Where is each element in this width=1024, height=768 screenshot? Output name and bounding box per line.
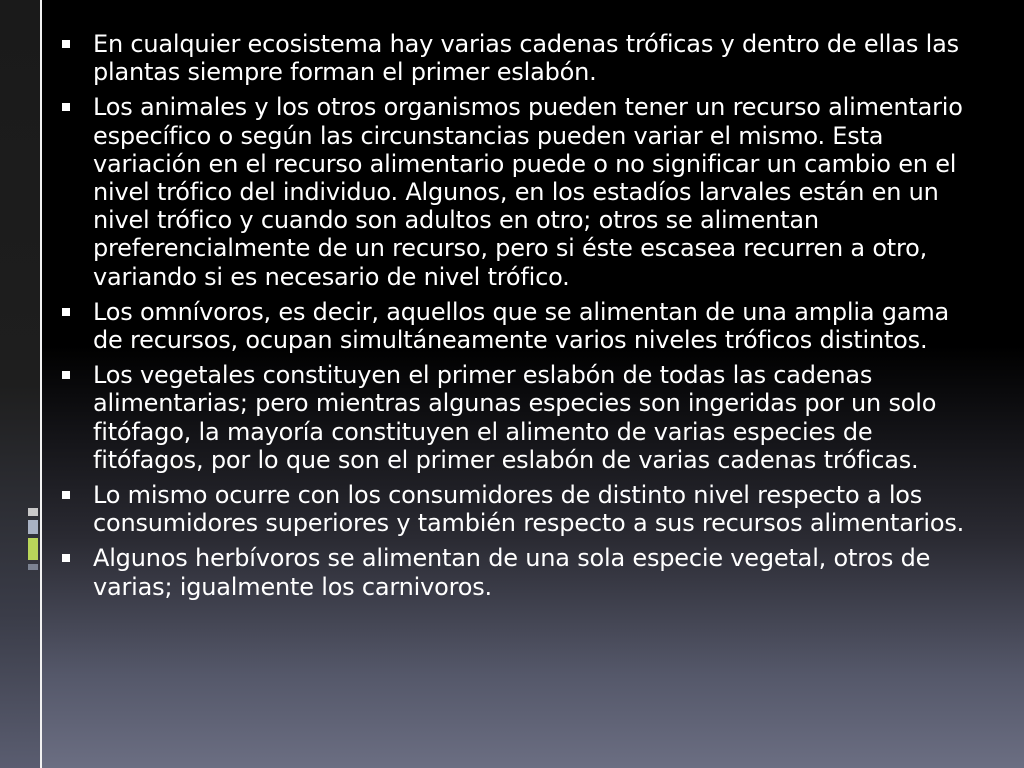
square-bullet-icon (62, 554, 70, 562)
square-bullet-icon (62, 371, 70, 379)
bullet-item (62, 298, 967, 354)
bullet-list (62, 30, 967, 608)
square-bullet-icon (62, 103, 70, 111)
square-bullet-icon (62, 308, 70, 316)
bullet-text: Lo mismo ocurre con los consumidores de distinto nivel respecto a los consumidores superiores y también respecto a sus recursos alimentarios. (93, 481, 965, 538)
bullet-item (62, 361, 967, 474)
left-sidebar-panel (0, 0, 40, 768)
bullet-text: Los vegetales constituyen el primer eslabón de todas las cadenas alimentarias; pero mientras algunas especies son ingeridas por un solo fitófago, la mayoría constituyen el alimento de varias especies de fitófagos, por lo que son el primer eslabón de varias cadenas tróficas. (93, 361, 937, 474)
decorative-bar-gray (28, 508, 38, 516)
bullet-text: En cualquier ecosistema hay varias cadenas tróficas y dentro de ellas las plantas siempre forman el primer eslabón. (93, 30, 959, 87)
sidebar-divider-line (40, 0, 42, 768)
square-bullet-icon (62, 491, 70, 499)
bullet-text: Los omnívoros, es decir, aquellos que se alimentan de una amplia gama de recursos, ocupan simultáneamente varios niveles tróficos distintos. (93, 297, 950, 355)
bullet-text: Los animales y los otros organismos pueden tener un recurso alimentario específico o según las circunstancias pueden variar el mismo. Esta variación en el recurso alimentario puede o no significar un cambio en el nivel trófico del individuo. Algunos, en los estadíos larvales están en un nivel trófico y cuando son adultos en otro; otros se alimentan preferencialmente de un recurso, pero si éste escasea recurren a otro, variando si es necesario de nivel trófico. (93, 93, 963, 291)
decorative-bar-green (28, 538, 38, 560)
bullet-item (62, 30, 967, 86)
square-bullet-icon (62, 40, 70, 48)
bullet-item (62, 544, 967, 600)
bullet-item (62, 481, 967, 537)
bullet-item (62, 93, 967, 290)
decorative-bar-blue (28, 520, 38, 534)
bullet-text: Algunos herbívoros se alimentan de una sola especie vegetal, otros de varias; igualmente los carnivoros. (93, 544, 931, 601)
decorative-bar-slate (28, 564, 38, 570)
